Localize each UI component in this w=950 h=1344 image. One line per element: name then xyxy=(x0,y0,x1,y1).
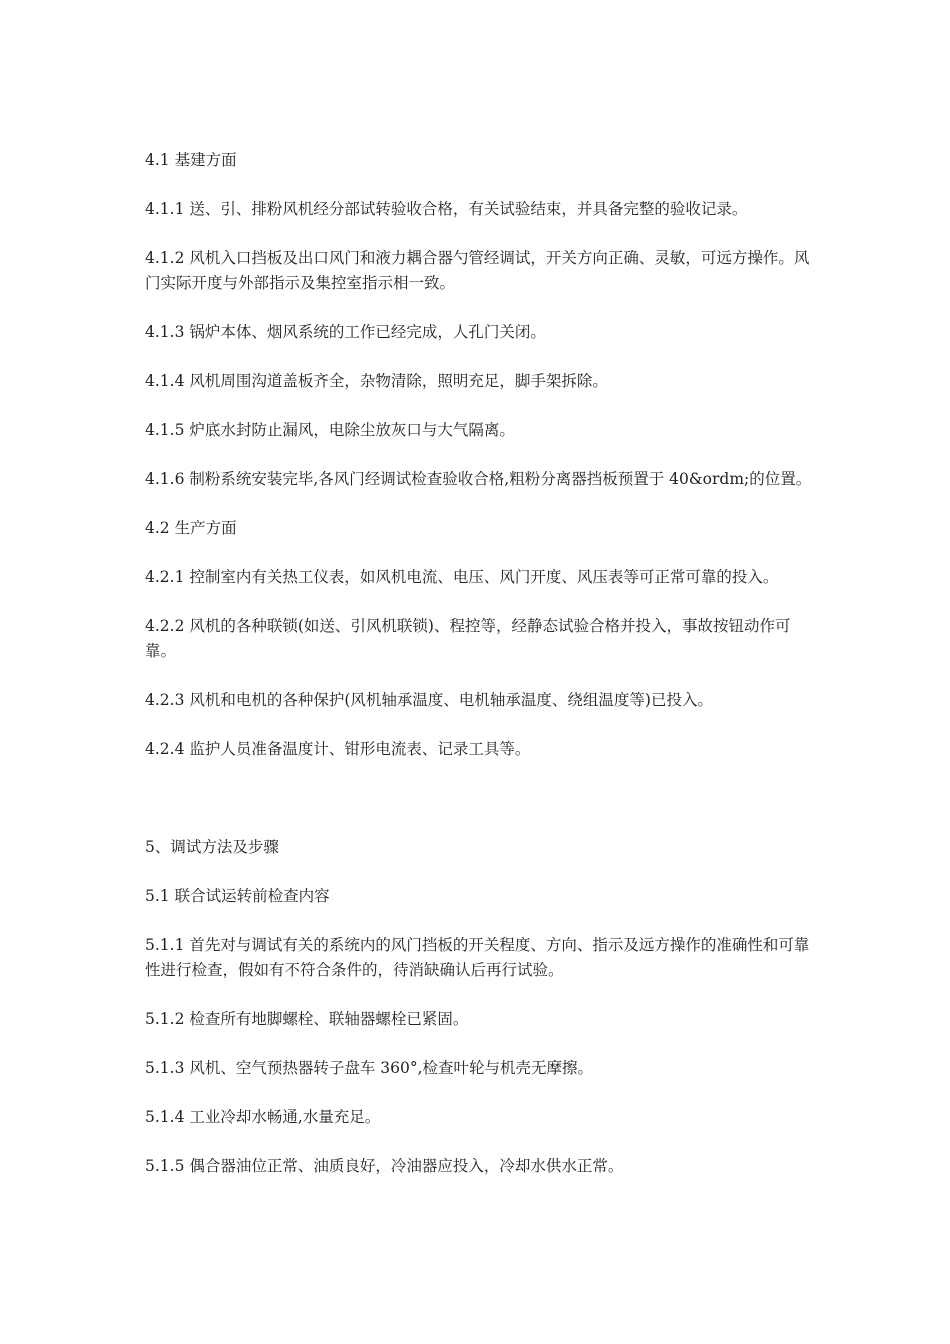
paragraph-4-1-4: 4.1.4 风机周围沟道盖板齐全，杂物清除，照明充足，脚手架拆除。 xyxy=(145,372,608,390)
paragraph-5-1-3: 5.1.3 风机、空气预热器转子盘车 360°,检查叶轮与机壳无摩擦。 xyxy=(145,1059,594,1077)
paragraph-5-1-2: 5.1.2 检查所有地脚螺栓、联轴器螺栓已紧固。 xyxy=(145,1010,469,1028)
paragraph-5-1-4: 5.1.4 工业冷却水畅通,水量充足。 xyxy=(145,1108,381,1126)
paragraph-4-1-6: 4.1.6 制粉系统安装完毕,各风门经调试检查验收合格,粗粉分离器挡板预置于 40&ordm;的位置。 xyxy=(145,470,812,488)
paragraph-4-2-1: 4.2.1 控制室内有关热工仪表，如风机电流、电压、风门开度、风压表等可正常可靠的投入。 xyxy=(145,568,779,586)
paragraph-5-1-5: 5.1.5 偶合器油位正常、油质良好，冷油器应投入，冷却水供水正常。 xyxy=(145,1157,624,1175)
paragraph-4-2-2: 4.2.2 风机的各种联锁(如送、引风机联锁)、程控等，经静态试验合格并投入，事故按钮动作可靠。 xyxy=(145,617,791,660)
section-heading-5-1: 5.1 联合试运转前检查内容 xyxy=(145,887,330,905)
section-heading-4-1: 4.1 基建方面 xyxy=(145,151,237,169)
paragraph-4-1-3: 4.1.3 锅炉本体、烟风系统的工作已经完成，人孔门关闭。 xyxy=(145,323,546,341)
paragraph-4-1-2: 4.1.2 风机入口挡板及出口风门和液力耦合器勺管经调试，开关方向正确、灵敏，可远方操作。风门实际开度与外部指示及集控室指示相一致。 xyxy=(145,249,810,292)
section-heading-4-2: 4.2 生产方面 xyxy=(145,519,237,537)
document-body xyxy=(145,148,815,1203)
paragraph-4-1-5: 4.1.5 炉底水封防止漏风，电除尘放灰口与大气隔离。 xyxy=(145,421,515,439)
paragraph-4-2-3: 4.2.3 风机和电机的各种保护(风机轴承温度、电机轴承温度、绕组温度等)已投入。 xyxy=(145,691,713,709)
paragraph-4-2-4: 4.2.4 监护人员准备温度计、钳形电流表、记录工具等。 xyxy=(145,740,531,758)
paragraph-5-1-1: 5.1.1 首先对与调试有关的系统内的风门挡板的开关程度、方向、指示及远方操作的准确性和可靠性进行检查，假如有不符合条件的，待消缺确认后再行试验。 xyxy=(145,936,810,979)
paragraph-4-1-1: 4.1.1 送、引、排粉风机经分部试转验收合格，有关试验结束，并具备完整的验收记录。 xyxy=(145,200,748,218)
section-heading-5: 5、调试方法及步骤 xyxy=(145,838,279,856)
section-gap xyxy=(145,786,815,835)
